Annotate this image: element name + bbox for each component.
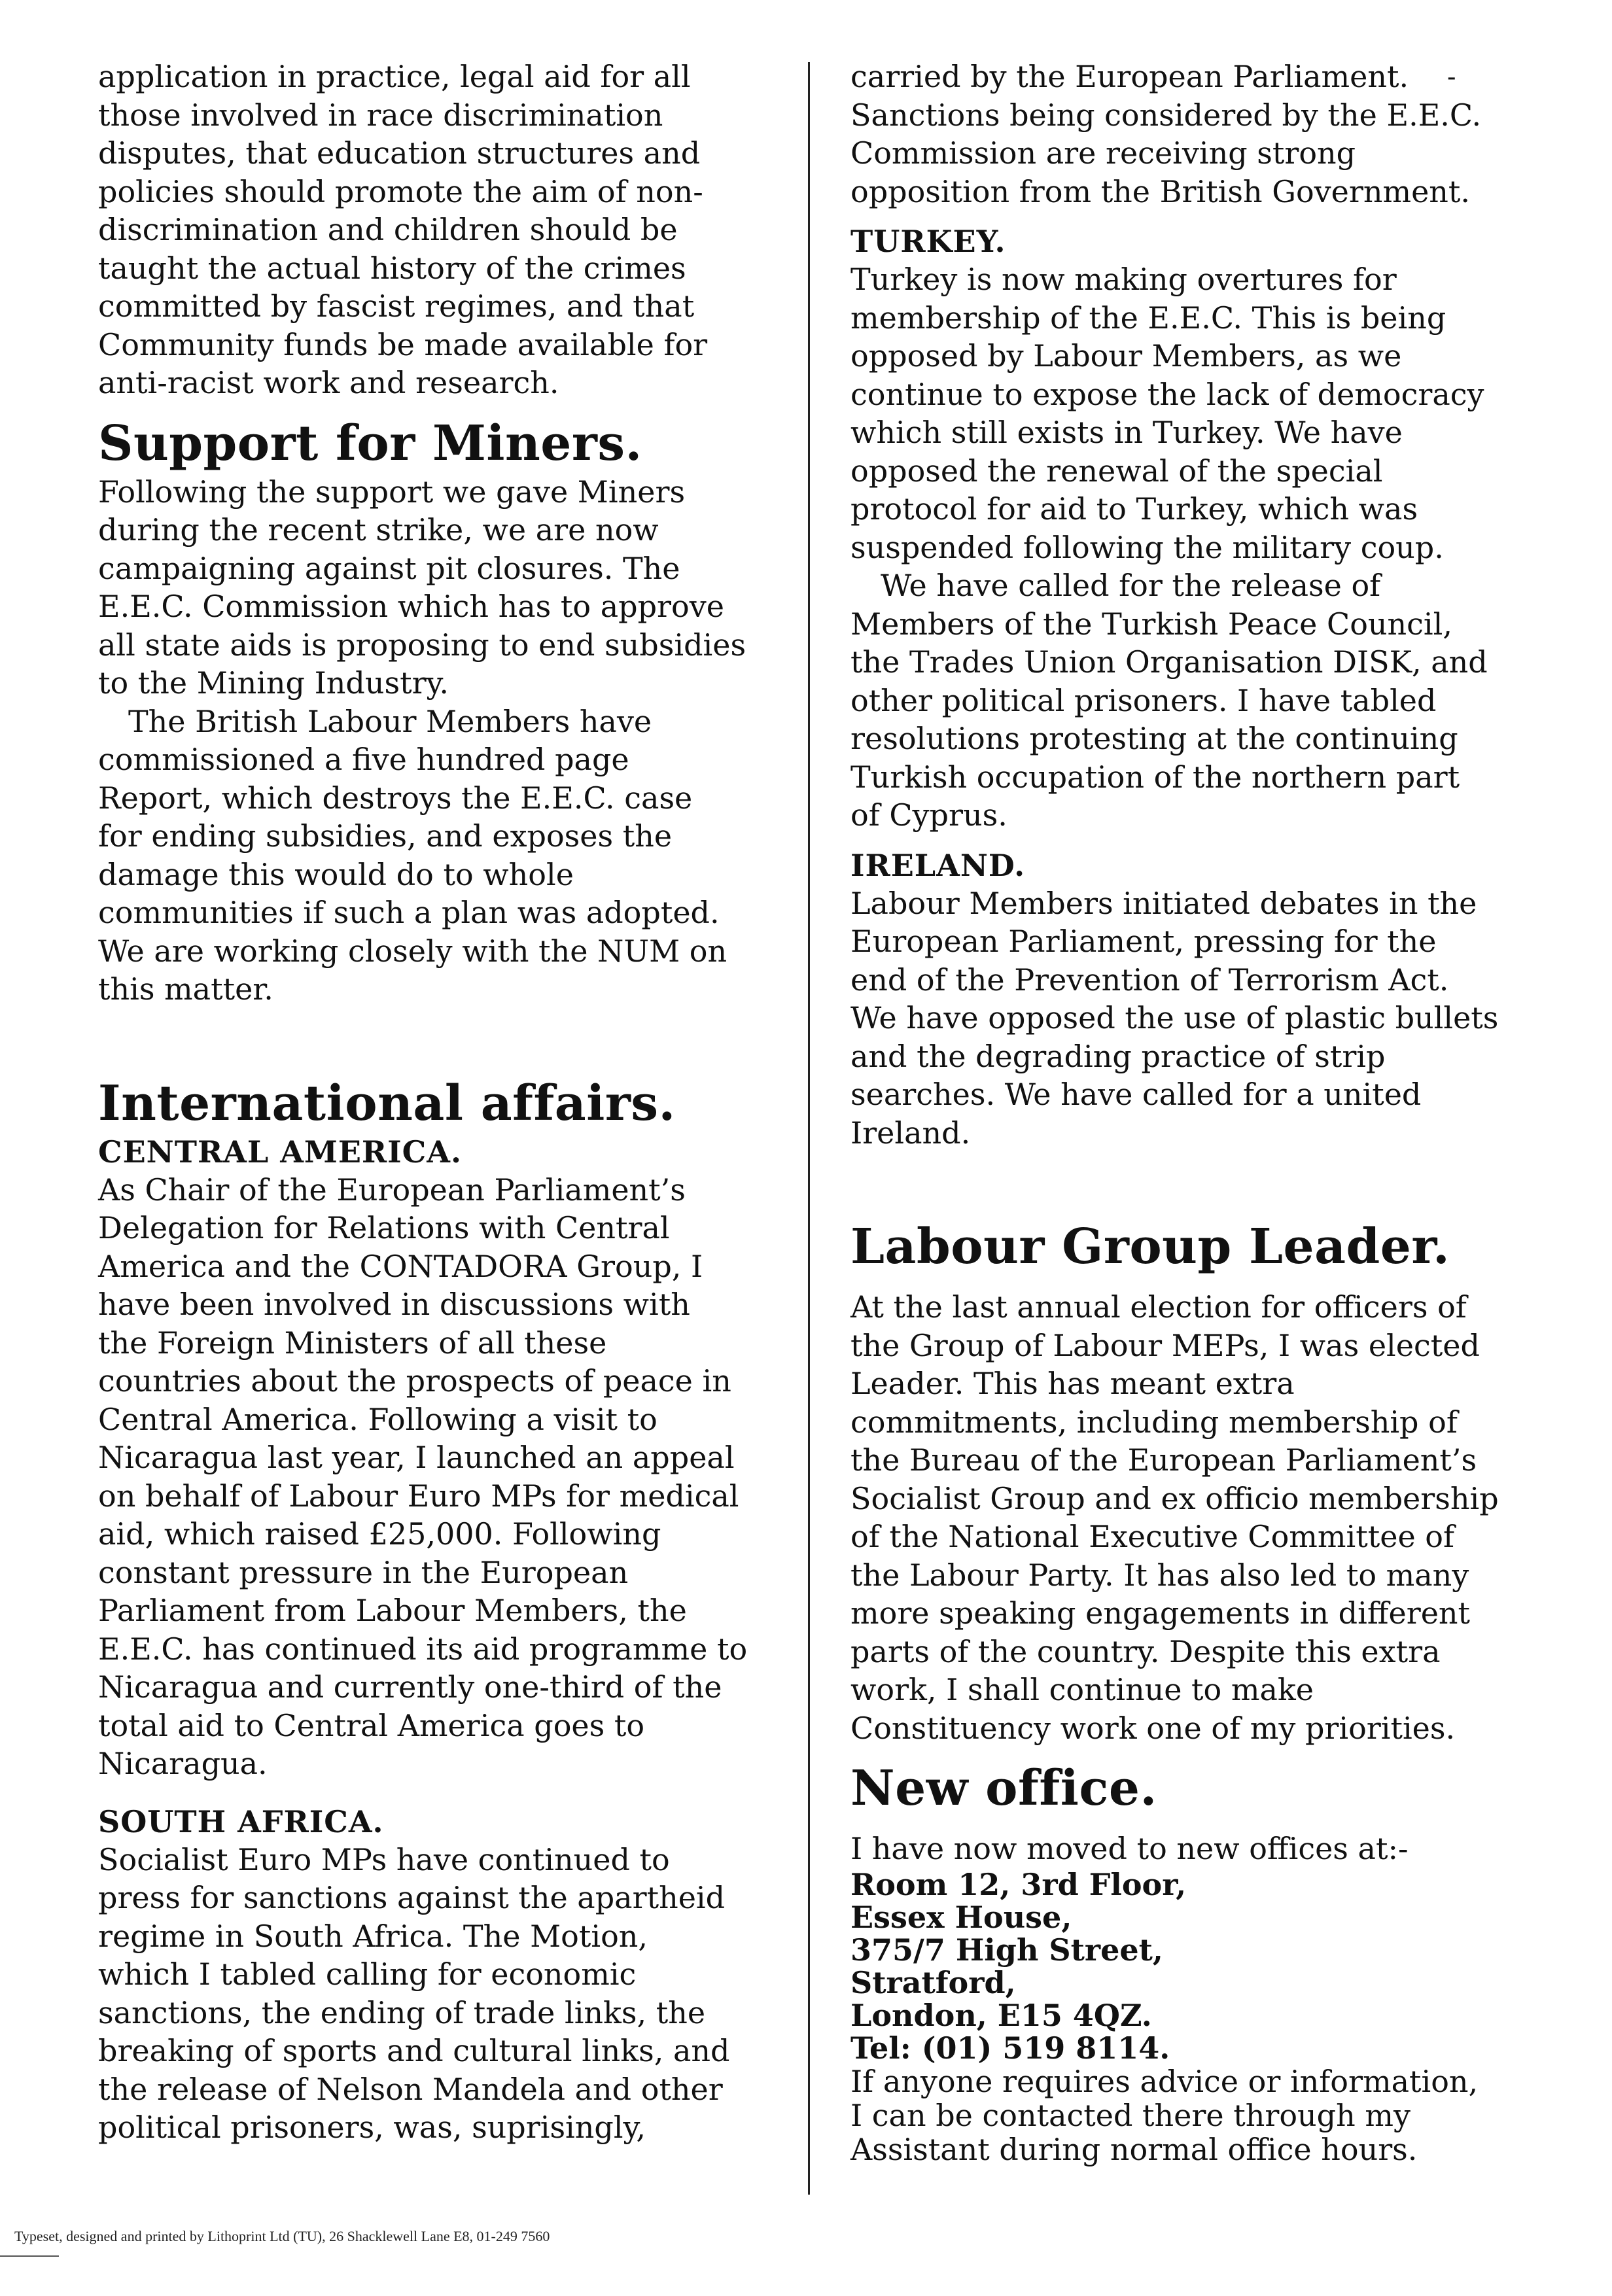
address-line: Essex House,: [850, 1899, 1072, 1935]
text-line: continue to expose the lack of democracy: [850, 376, 1484, 412]
text-line: other political prisoners. I have tabled: [850, 682, 1437, 718]
text-line: European Parliament, pressing for the: [850, 924, 1437, 959]
address-line: Stratford,: [850, 1964, 1016, 2000]
text-line: Following the support we gave Miners: [98, 474, 686, 510]
text-line: suspended following the military coup.: [850, 529, 1444, 565]
footer-rule: [0, 2255, 59, 2257]
text-line: I can be contacted there through my: [850, 2097, 1410, 2133]
text-line: all state aids is proposing to end subsidies: [98, 627, 746, 663]
text-line: total aid to Central America goes to: [98, 1707, 645, 1743]
text-line: At the last annual election for officers of: [850, 1289, 1467, 1325]
labour-group-leader-paragraph: [850, 1288, 1544, 1747]
international-heading: International affairs.: [98, 1075, 676, 1132]
text-line: E.E.C. has continued its aid programme to: [98, 1631, 748, 1667]
address-line: London, E15 4QZ.: [850, 1997, 1152, 2033]
text-line: America and the CONTADORA Group, I: [98, 1248, 703, 1284]
text-line: opposed by Labour Members, as we: [850, 338, 1402, 374]
text-line: committed by fascist regimes, and that: [98, 288, 695, 324]
text-line: commitments, including membership of: [850, 1404, 1458, 1440]
central-america-heading: CENTRAL AMERICA.: [98, 1134, 462, 1170]
turkey-paragraph-2: [850, 566, 1544, 835]
text-line: carried by the European Parliament.: [850, 59, 1409, 94]
text-line: which still exists in Turkey. We have: [850, 415, 1403, 450]
south-africa-paragraph: [98, 1841, 785, 2147]
printer-credit: Typeset, designed and printed by Lithoprint Ltd (TU), 26 Shacklewell Lane E8, 01-249 7560: [14, 2228, 550, 2244]
text-line: application in practice, legal aid for all: [98, 59, 691, 94]
text-line: Nicaragua and currently one-third of the: [98, 1669, 722, 1705]
text-line: Socialist Euro MPs have continued to: [98, 1841, 670, 1877]
miners-paragraph-2: [98, 703, 785, 1009]
text-line: Parliament from Labour Members, the: [98, 1593, 687, 1628]
text-line: end of the Prevention of Terrorism Act.: [850, 962, 1449, 998]
text-line: the Foreign Ministers of all these: [98, 1325, 607, 1361]
text-line: damage this would do to whole: [98, 856, 574, 892]
office-address: [850, 1868, 1544, 2064]
text-line: of the National Executive Committee of: [850, 1519, 1455, 1554]
text-line: Turkish occupation of the northern part: [850, 759, 1460, 795]
text-line: the release of Nelson Mandela and other: [98, 2071, 723, 2107]
south-africa-continued: [850, 58, 1544, 211]
text-line: those involved in race discrimination: [98, 97, 663, 133]
text-line: protocol for aid to Turkey, which was: [850, 491, 1418, 527]
turkey-heading: TURKEY.: [850, 224, 1006, 259]
text-line: resolutions protesting at the continuing: [850, 721, 1458, 756]
text-line: and the degrading practice of strip: [850, 1038, 1386, 1074]
column-divider: [808, 62, 810, 2195]
text-line: E.E.C. Commission which has to approve: [98, 589, 724, 624]
text-line: aid, which raised £25,000. Following: [98, 1516, 661, 1552]
text-line: Ireland.: [850, 1115, 971, 1151]
south-africa-heading: SOUTH AFRICA.: [98, 1803, 384, 1839]
text-line: We are working closely with the NUM on: [98, 933, 727, 969]
text-line: during the recent strike, we are now: [98, 512, 659, 548]
text-line: press for sanctions against the apartheid: [98, 1880, 726, 1915]
text-line: political prisoners, was, suprisingly,: [98, 2110, 646, 2145]
text-line: communities if such a plan was adopted.: [98, 895, 720, 930]
text-line: the Group of Labour MEPs, I was elected: [850, 1327, 1480, 1363]
text-line: opposed the renewal of the special: [850, 453, 1383, 489]
text-line: Nicaragua last year, I launched an appeal: [98, 1440, 735, 1475]
text-line: to the Mining Industry.: [98, 665, 449, 701]
text-line: Socialist Group and ex officio membership: [850, 1480, 1499, 1516]
address-line: Tel: (01) 519 8114.: [850, 2030, 1170, 2066]
text-line: We have called for the release of: [881, 568, 1381, 603]
text-line: membership of the E.E.C. This is being: [850, 300, 1446, 336]
text-line: anti-racist work and research.: [98, 365, 559, 400]
ireland-heading: IRELAND.: [850, 847, 1026, 883]
office-intro: I have now moved to new offices at:-: [850, 1831, 1409, 1866]
text-line: Delegation for Relations with Central: [98, 1210, 670, 1245]
text-line: If anyone requires advice or information,: [850, 2063, 1479, 2099]
address-line: 375/7 High Street,: [850, 1932, 1163, 1968]
text-line: the Bureau of the European Parliament’s: [850, 1442, 1477, 1478]
text-line: disputes, that education structures and: [98, 135, 701, 171]
text-line: on behalf of Labour Euro MPs for medical: [98, 1478, 739, 1514]
text-line: Report, which destroys the E.E.C. case: [98, 780, 693, 816]
text-line: searches. We have called for a united: [850, 1077, 1422, 1112]
text-line: campaigning against pit closures. The: [98, 550, 680, 586]
text-line: more speaking engagements in different: [850, 1595, 1471, 1631]
new-office-heading: New office.: [850, 1760, 1157, 1817]
text-line: Constituency work one of my priorities.: [850, 1710, 1456, 1746]
intro-paragraph: [98, 58, 785, 402]
text-line: Labour Members initiated debates in the: [850, 885, 1477, 921]
text-line: regime in South Africa. The Motion,: [98, 1918, 648, 1954]
text-line: the Trades Union Organisation DISK, and: [850, 644, 1488, 680]
left-column: [98, 58, 785, 2147]
text-line: opposition from the British Government.: [850, 173, 1471, 209]
text-line: Turkey is now making overtures for: [850, 262, 1397, 297]
address-line: Room 12, 3rd Floor,: [850, 1866, 1187, 1902]
text-line: Community funds be made available for: [98, 326, 708, 362]
miners-heading: Support for Miners.: [98, 415, 642, 472]
text-line: parts of the country. Despite this extra: [850, 1633, 1441, 1669]
turkey-paragraph-1: [850, 260, 1544, 566]
text-line: We have opposed the use of plastic bullets: [850, 1000, 1499, 1035]
office-outro: [850, 2064, 1544, 2166]
text-line: As Chair of the European Parliament’s: [98, 1172, 686, 1208]
text-line: sanctions, the ending of trade links, the: [98, 1994, 706, 2030]
text-line: constant pressure in the European: [98, 1554, 629, 1590]
text-line: this matter.: [98, 971, 273, 1007]
text-line: policies should promote the aim of non-: [98, 173, 703, 209]
text-line: countries about the prospects of peace in: [98, 1363, 731, 1399]
central-america-paragraph: [98, 1171, 785, 1783]
text-line: Commission are receiving strong: [850, 135, 1356, 171]
text-line: of Cyprus.: [850, 797, 1008, 833]
stray-pen-mark: -: [1447, 62, 1456, 92]
right-column: [850, 58, 1544, 2166]
text-line: have been involved in discussions with: [98, 1287, 690, 1322]
text-line: breaking of sports and cultural links, and: [98, 2033, 730, 2068]
text-line: Assistant during normal office hours.: [850, 2131, 1418, 2167]
text-line: discrimination and children should be: [98, 212, 678, 247]
text-line: Central America. Following a visit to: [98, 1401, 657, 1437]
text-line: Members of the Turkish Peace Council,: [850, 606, 1452, 642]
miners-paragraph-1: [98, 473, 785, 703]
labour-group-leader-heading: Labour Group Leader.: [850, 1219, 1450, 1275]
text-line: for ending subsidies, and exposes the: [98, 818, 673, 854]
ireland-paragraph: [850, 884, 1544, 1153]
text-line: taught the actual history of the crimes: [98, 250, 686, 286]
text-line: which I tabled calling for economic: [98, 1957, 637, 1992]
text-line: The British Labour Members have: [128, 703, 652, 739]
text-line: commissioned a five hundred page: [98, 742, 629, 777]
text-line: Leader. This has meant extra: [850, 1366, 1295, 1401]
text-line: Nicaragua.: [98, 1746, 268, 1781]
text-line: work, I shall continue to make: [850, 1672, 1314, 1707]
text-line: the Labour Party. It has also led to many: [850, 1557, 1469, 1593]
text-line: Sanctions being considered by the E.E.C.: [850, 97, 1482, 133]
